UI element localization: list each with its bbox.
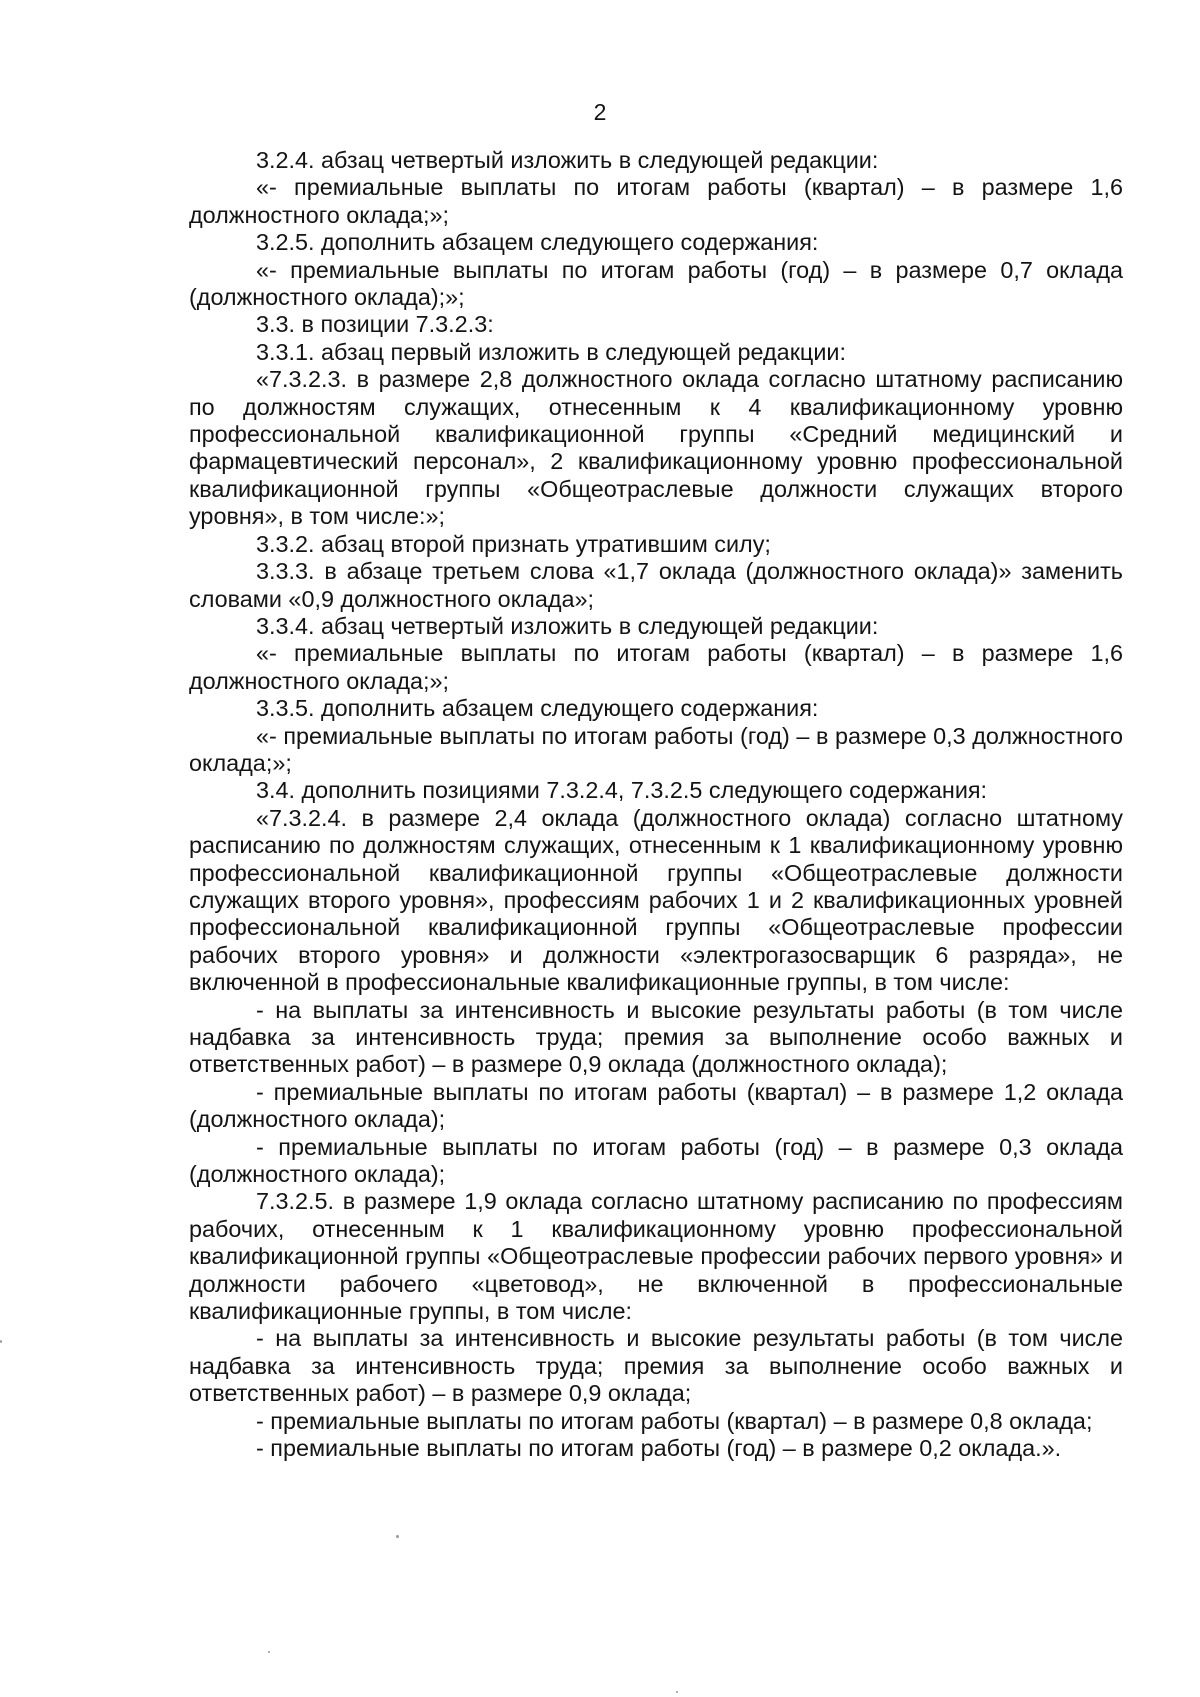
- paragraph: 3.3.1. абзац первый изложить в следующей редакции:: [256, 338, 846, 365]
- scan-speck: [0, 1340, 2, 1343]
- paragraph: 3.4. дополнить позициями 7.3.2.4, 7.3.2.5 следующего содержания:: [256, 777, 988, 804]
- paragraph: «7.3.2.3. в размере 2,8 должностного оклада согласно штатному расписанию по должностям служащих, отнесенным к 4 квалификационному уровню профессиональной квалификационной группы «Средний медицинский и фармацевтический персонал», 2 квалификационному уровню профессиональной квалификационной группы «Общеотраслевые должности служащих второго уровня», в том числе:»;: [189, 366, 1123, 530]
- paragraph: - на выплаты за интенсивность и высокие результаты работы (в том числе надбавка за интенсивность труда; премия за выполнение особо важных и ответственных работ) – в размере 0,9 оклада;: [189, 1325, 1123, 1407]
- scan-speck: [396, 1535, 399, 1538]
- paragraph: - премиальные выплаты по итогам работы (год) – в размере 0,2 оклада.».: [256, 1435, 1062, 1462]
- paragraph: - премиальные выплаты по итогам работы (квартал) – в размере 1,2 оклада (должностного оклада);: [189, 1078, 1123, 1133]
- paragraph: «- премиальные выплаты по итогам работы (квартал) – в размере 1,6 должностного оклада;»;: [189, 640, 1123, 694]
- paragraph: 7.3.2.5. в размере 1,9 оклада согласно штатному расписанию по профессиям рабочих, отнесенным к 1 квалификационному уровню профессиональной квалификационной группы «Общеотраслевые профессии рабочих первого уровня» и должности рабочего «цветовод», не включенной в профессиональные квалификационные группы, в том числе:: [189, 1188, 1123, 1325]
- paragraph: - на выплаты за интенсивность и высокие результаты работы (в том числе надбавка за интенсивность труда; премия за выполнение особо важных и ответственных работ) – в размере 0,9 оклада (должностного оклада);: [189, 996, 1123, 1078]
- paragraph: «- премиальные выплаты по итогам работы (квартал) – в размере 1,6 должностного оклада;»;: [189, 174, 1123, 228]
- page-number: 2: [593, 99, 607, 125]
- paragraph: 3.3.4. абзац четвертый изложить в следующей редакции:: [256, 612, 879, 639]
- scan-speck: [676, 1691, 678, 1693]
- paragraph: 3.3.5. дополнить абзацем следующего содержания:: [256, 695, 819, 722]
- paragraph: 3.3.3. в абзаце третьем слова «1,7 оклада (должностного оклада)» заменить словами «0,9 должностного оклада»;: [189, 558, 1123, 612]
- paragraph: - премиальные выплаты по итогам работы (год) – в размере 0,3 оклада (должностного оклада);: [189, 1133, 1123, 1188]
- paragraph: 3.3.2. абзац второй признать утратившим силу;: [256, 530, 771, 557]
- paragraph: 3.2.4. абзац четвертый изложить в следующей редакции:: [256, 147, 879, 173]
- paragraph: 3.2.5. дополнить абзацем следующего содержания:: [256, 229, 819, 256]
- paragraph: «- премиальные выплаты по итогам работы (год) – в размере 0,3 должностного оклада;»;: [189, 722, 1123, 776]
- scan-speck: [268, 1651, 270, 1653]
- paragraph: «7.3.2.4. в размере 2,4 оклада (должностного оклада) согласно штатному расписанию по должностям служащих, отнесенным к 1 квалификационному уровню профессиональной квалификационной группы «Общеотраслевые должности служащих второго уровня», профессиям рабочих 1 и 2 квалификационных уровней профессиональной квалификационной группы «Общеотраслевые профессии рабочих второго уровня» и должности «электрогазосварщик 6 разряда», не включенной в профессиональные квалификационные группы, в том числе:: [189, 804, 1123, 996]
- paragraph: 3.3. в позиции 7.3.2.3:: [256, 311, 494, 338]
- document-body: [189, 147, 1123, 1463]
- paragraph: «- премиальные выплаты по итогам работы (год) – в размере 0,7 оклада (должностного оклада);»;: [189, 256, 1123, 311]
- paragraph: - премиальные выплаты по итогам работы (квартал) – в размере 0,8 оклада;: [256, 1407, 1093, 1434]
